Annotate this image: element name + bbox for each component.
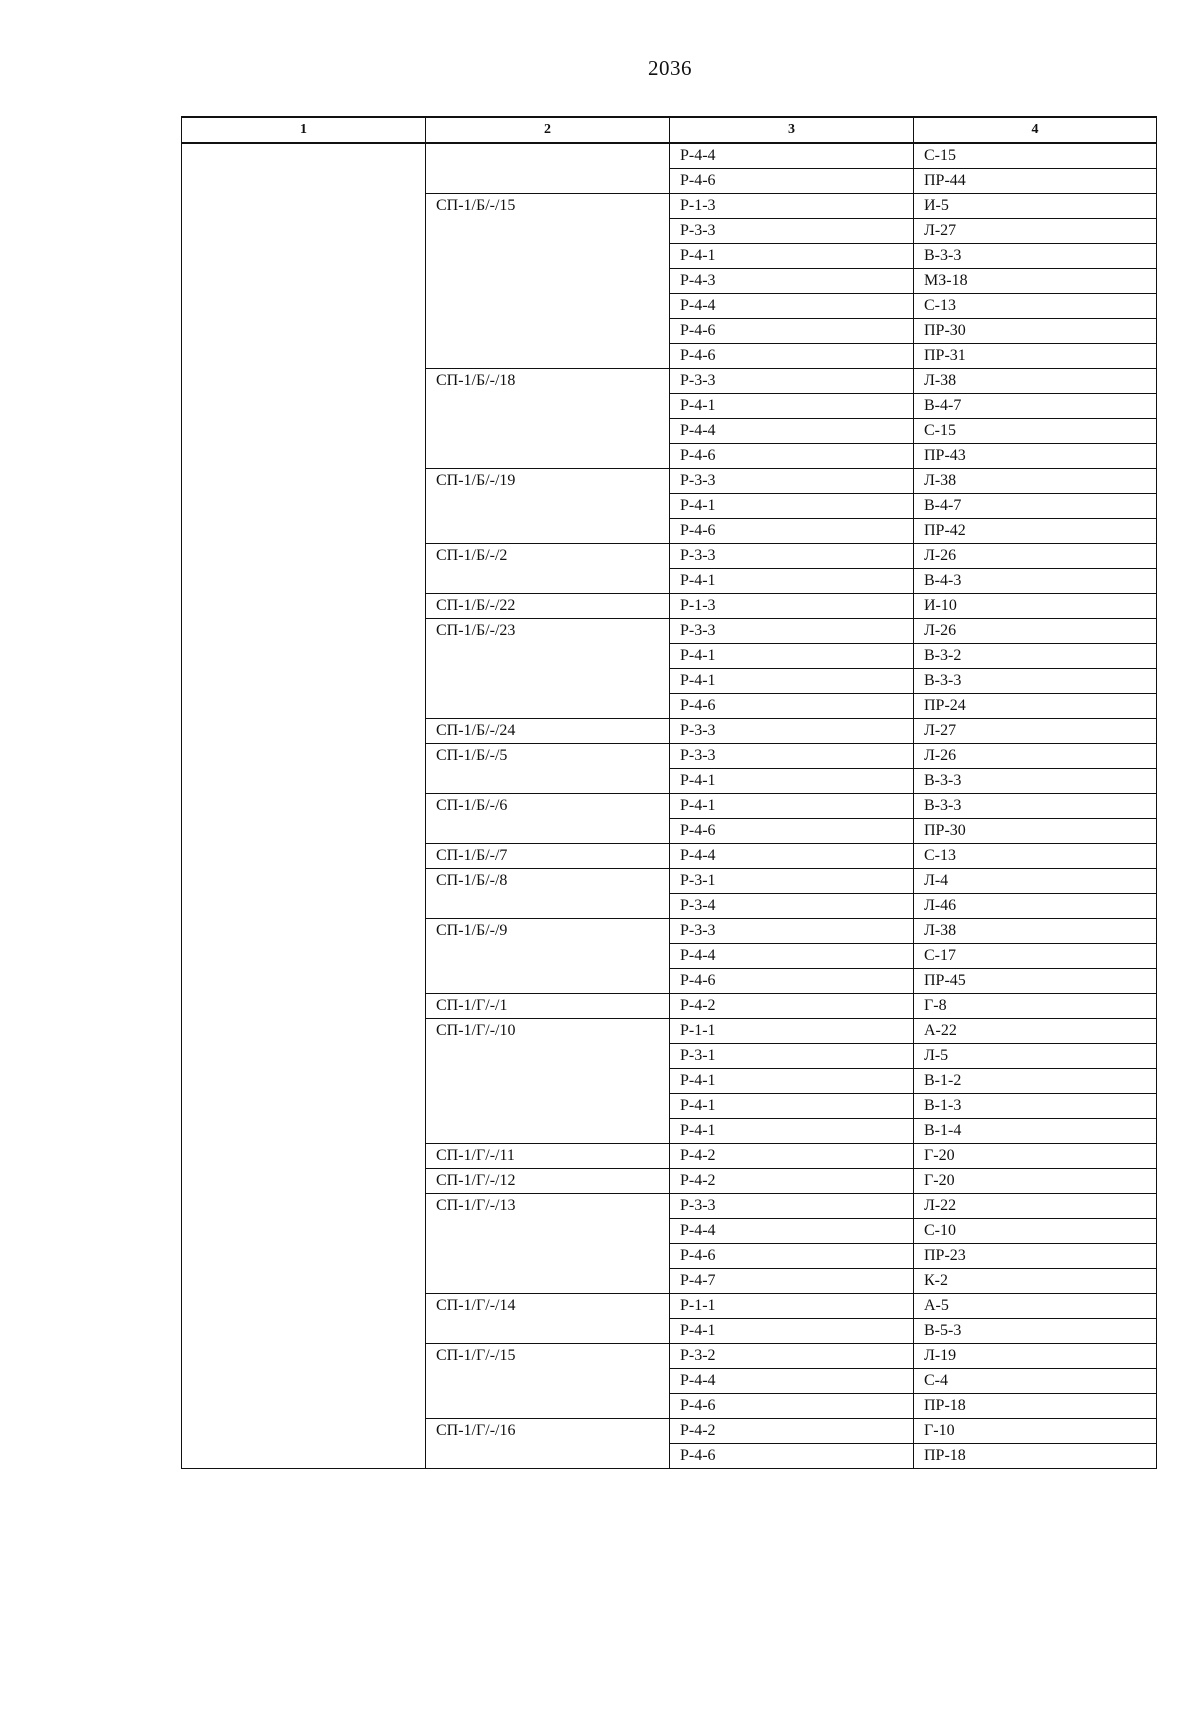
cell-col3: Р-4-6 bbox=[670, 1394, 914, 1419]
table-row bbox=[182, 319, 1157, 344]
cell-col4: Л-26 bbox=[914, 744, 1157, 769]
cell-col1 bbox=[182, 694, 426, 719]
table-row bbox=[182, 669, 1157, 694]
cell-col4: С-15 bbox=[914, 419, 1157, 444]
cell-col3: Р-3-1 bbox=[670, 869, 914, 894]
cell-col2: СП-1/Г/-/15 bbox=[426, 1344, 670, 1369]
cell-col1 bbox=[182, 1144, 426, 1169]
cell-col1 bbox=[182, 844, 426, 869]
cell-col4: И-10 bbox=[914, 594, 1157, 619]
table-row bbox=[182, 844, 1157, 869]
table-row bbox=[182, 194, 1157, 219]
table-row bbox=[182, 219, 1157, 244]
cell-col3: Р-4-4 bbox=[670, 1219, 914, 1244]
cell-col2 bbox=[426, 1369, 670, 1394]
cell-col2 bbox=[426, 819, 670, 844]
cell-col4: И-5 bbox=[914, 194, 1157, 219]
table-row bbox=[182, 1294, 1157, 1319]
cell-col4: ПР-23 bbox=[914, 1244, 1157, 1269]
cell-col1 bbox=[182, 594, 426, 619]
cell-col2 bbox=[426, 1119, 670, 1144]
column-header-2: 2 bbox=[426, 117, 670, 143]
cell-col1 bbox=[182, 969, 426, 994]
cell-col3: Р-4-2 bbox=[670, 1419, 914, 1444]
cell-col1 bbox=[182, 869, 426, 894]
cell-col2: СП-1/Б/-/22 bbox=[426, 594, 670, 619]
cell-col2: СП-1/Г/-/16 bbox=[426, 1419, 670, 1444]
cell-col2 bbox=[426, 319, 670, 344]
cell-col1 bbox=[182, 494, 426, 519]
table-row bbox=[182, 744, 1157, 769]
cell-col1 bbox=[182, 1194, 426, 1219]
cell-col1 bbox=[182, 394, 426, 419]
table-row bbox=[182, 394, 1157, 419]
cell-col2 bbox=[426, 269, 670, 294]
cell-col3: Р-4-6 bbox=[670, 694, 914, 719]
cell-col1 bbox=[182, 269, 426, 294]
cell-col1 bbox=[182, 794, 426, 819]
cell-col3: Р-4-6 bbox=[670, 969, 914, 994]
table-row bbox=[182, 1094, 1157, 1119]
cell-col1 bbox=[182, 644, 426, 669]
cell-col4: Г-8 bbox=[914, 994, 1157, 1019]
cell-col3: Р-4-6 bbox=[670, 344, 914, 369]
cell-col3: Р-4-6 bbox=[670, 444, 914, 469]
cell-col4: ПР-45 bbox=[914, 969, 1157, 994]
cell-col4: В-3-3 bbox=[914, 669, 1157, 694]
table-row bbox=[182, 594, 1157, 619]
cell-col3: Р-4-2 bbox=[670, 1169, 914, 1194]
cell-col3: Р-3-3 bbox=[670, 1194, 914, 1219]
cell-col2: СП-1/Б/-/15 bbox=[426, 194, 670, 219]
cell-col4: С-4 bbox=[914, 1369, 1157, 1394]
cell-col3: Р-3-3 bbox=[670, 469, 914, 494]
cell-col1 bbox=[182, 1344, 426, 1369]
cell-col2 bbox=[426, 669, 670, 694]
cell-col4: К-2 bbox=[914, 1269, 1157, 1294]
cell-col4: В-3-3 bbox=[914, 794, 1157, 819]
table-row bbox=[182, 244, 1157, 269]
table-row bbox=[182, 269, 1157, 294]
cell-col1 bbox=[182, 1444, 426, 1469]
cell-col3: Р-4-1 bbox=[670, 669, 914, 694]
cell-col4: С-10 bbox=[914, 1219, 1157, 1244]
cell-col3: Р-4-4 bbox=[670, 1369, 914, 1394]
table-row bbox=[182, 1319, 1157, 1344]
cell-col2: СП-1/Б/-/24 bbox=[426, 719, 670, 744]
cell-col4: Г-10 bbox=[914, 1419, 1157, 1444]
cell-col3: Р-4-1 bbox=[670, 769, 914, 794]
cell-col3: Р-3-3 bbox=[670, 619, 914, 644]
cell-col4: С-15 bbox=[914, 143, 1157, 169]
cell-col2 bbox=[426, 1244, 670, 1269]
table-row bbox=[182, 1419, 1157, 1444]
cell-col4: Л-26 bbox=[914, 619, 1157, 644]
table-row bbox=[182, 143, 1157, 169]
table-row bbox=[182, 1444, 1157, 1469]
cell-col1 bbox=[182, 1394, 426, 1419]
cell-col4: ПР-24 bbox=[914, 694, 1157, 719]
cell-col4: В-3-3 bbox=[914, 769, 1157, 794]
cell-col3: Р-4-6 bbox=[670, 519, 914, 544]
cell-col1 bbox=[182, 569, 426, 594]
cell-col1 bbox=[182, 1294, 426, 1319]
cell-col3: Р-4-6 bbox=[670, 319, 914, 344]
cell-col1 bbox=[182, 1319, 426, 1344]
cell-col3: Р-4-4 bbox=[670, 944, 914, 969]
table-row bbox=[182, 419, 1157, 444]
cell-col4: В-4-7 bbox=[914, 494, 1157, 519]
cell-col2: СП-1/Б/-/9 bbox=[426, 919, 670, 944]
cell-col3: Р-3-3 bbox=[670, 544, 914, 569]
cell-col3: Р-3-3 bbox=[670, 369, 914, 394]
cell-col4: ПР-30 bbox=[914, 319, 1157, 344]
table-row bbox=[182, 819, 1157, 844]
cell-col3: Р-3-3 bbox=[670, 719, 914, 744]
cell-col2 bbox=[426, 694, 670, 719]
cell-col4: В-1-4 bbox=[914, 1119, 1157, 1144]
table-row bbox=[182, 1219, 1157, 1244]
cell-col2 bbox=[426, 1444, 670, 1469]
table-row bbox=[182, 569, 1157, 594]
cell-col4: ПР-18 bbox=[914, 1394, 1157, 1419]
cell-col3: Р-4-1 bbox=[670, 794, 914, 819]
table-row bbox=[182, 294, 1157, 319]
cell-col4: С-17 bbox=[914, 944, 1157, 969]
cell-col4: В-3-2 bbox=[914, 644, 1157, 669]
cell-col4: ПР-31 bbox=[914, 344, 1157, 369]
table-row bbox=[182, 894, 1157, 919]
cell-col4: А-22 bbox=[914, 1019, 1157, 1044]
table-row bbox=[182, 694, 1157, 719]
cell-col1 bbox=[182, 1269, 426, 1294]
cell-col2 bbox=[426, 644, 670, 669]
cell-col1 bbox=[182, 1119, 426, 1144]
table-row bbox=[182, 769, 1157, 794]
cell-col4: С-13 bbox=[914, 294, 1157, 319]
cell-col2: СП-1/Б/-/18 bbox=[426, 369, 670, 394]
cell-col2 bbox=[426, 169, 670, 194]
cell-col3: Р-4-6 bbox=[670, 1444, 914, 1469]
table-row bbox=[182, 619, 1157, 644]
cell-col2 bbox=[426, 1269, 670, 1294]
cell-col3: Р-4-4 bbox=[670, 844, 914, 869]
cell-col1 bbox=[182, 719, 426, 744]
data-table bbox=[181, 116, 1157, 1469]
cell-col3: Р-3-4 bbox=[670, 894, 914, 919]
cell-col1 bbox=[182, 1369, 426, 1394]
cell-col2 bbox=[426, 143, 670, 169]
cell-col1 bbox=[182, 544, 426, 569]
cell-col1 bbox=[182, 244, 426, 269]
cell-col3: Р-4-1 bbox=[670, 394, 914, 419]
cell-col1 bbox=[182, 1019, 426, 1044]
cell-col4: ПР-44 bbox=[914, 169, 1157, 194]
cell-col1 bbox=[182, 143, 426, 169]
cell-col4: МЗ-18 bbox=[914, 269, 1157, 294]
cell-col3: Р-4-4 bbox=[670, 419, 914, 444]
table-row bbox=[182, 1344, 1157, 1369]
page-number: 2036 bbox=[648, 56, 692, 80]
cell-col1 bbox=[182, 1219, 426, 1244]
cell-col2 bbox=[426, 294, 670, 319]
table-row bbox=[182, 369, 1157, 394]
table-row bbox=[182, 719, 1157, 744]
cell-col3: Р-4-6 bbox=[670, 1244, 914, 1269]
cell-col2 bbox=[426, 219, 670, 244]
column-header-3: 3 bbox=[670, 117, 914, 143]
cell-col2 bbox=[426, 1394, 670, 1419]
table-row bbox=[182, 919, 1157, 944]
table-row bbox=[182, 344, 1157, 369]
cell-col2: СП-1/Б/-/6 bbox=[426, 794, 670, 819]
table-row bbox=[182, 469, 1157, 494]
cell-col3: Р-4-1 bbox=[670, 569, 914, 594]
table-row bbox=[182, 494, 1157, 519]
table-row bbox=[182, 969, 1157, 994]
cell-col3: Р-3-3 bbox=[670, 744, 914, 769]
cell-col1 bbox=[182, 919, 426, 944]
table-row bbox=[182, 1244, 1157, 1269]
table-row bbox=[182, 519, 1157, 544]
cell-col4: С-13 bbox=[914, 844, 1157, 869]
table-row bbox=[182, 1119, 1157, 1144]
cell-col3: Р-4-1 bbox=[670, 244, 914, 269]
cell-col1 bbox=[182, 444, 426, 469]
cell-col2 bbox=[426, 394, 670, 419]
cell-col4: В-5-3 bbox=[914, 1319, 1157, 1344]
cell-col2: СП-1/Г/-/13 bbox=[426, 1194, 670, 1219]
table-row bbox=[182, 1269, 1157, 1294]
table-row bbox=[182, 544, 1157, 569]
cell-col3: Р-4-6 bbox=[670, 169, 914, 194]
table-row bbox=[182, 444, 1157, 469]
cell-col4: Л-27 bbox=[914, 219, 1157, 244]
cell-col1 bbox=[182, 219, 426, 244]
cell-col2 bbox=[426, 944, 670, 969]
cell-col3: Р-1-3 bbox=[670, 194, 914, 219]
cell-col3: Р-4-1 bbox=[670, 494, 914, 519]
cell-col4: Л-22 bbox=[914, 1194, 1157, 1219]
cell-col4: ПР-42 bbox=[914, 519, 1157, 544]
cell-col2 bbox=[426, 569, 670, 594]
cell-col3: Р-1-1 bbox=[670, 1019, 914, 1044]
header-row bbox=[182, 117, 1157, 143]
cell-col1 bbox=[182, 169, 426, 194]
cell-col4: Л-27 bbox=[914, 719, 1157, 744]
cell-col4: Л-5 bbox=[914, 1044, 1157, 1069]
cell-col2 bbox=[426, 344, 670, 369]
table-row bbox=[182, 169, 1157, 194]
cell-col3: Р-4-4 bbox=[670, 143, 914, 169]
cell-col2: СП-1/Б/-/8 bbox=[426, 869, 670, 894]
cell-col2: СП-1/Б/-/19 bbox=[426, 469, 670, 494]
cell-col3: Р-3-3 bbox=[670, 219, 914, 244]
cell-col3: Р-4-2 bbox=[670, 1144, 914, 1169]
cell-col2 bbox=[426, 519, 670, 544]
cell-col1 bbox=[182, 819, 426, 844]
column-header-1: 1 bbox=[182, 117, 426, 143]
cell-col1 bbox=[182, 1094, 426, 1119]
cell-col2: СП-1/Б/-/5 bbox=[426, 744, 670, 769]
cell-col2: СП-1/Г/-/14 bbox=[426, 1294, 670, 1319]
cell-col4: Л-46 bbox=[914, 894, 1157, 919]
table-row bbox=[182, 794, 1157, 819]
cell-col2: СП-1/Г/-/10 bbox=[426, 1019, 670, 1044]
cell-col4: А-5 bbox=[914, 1294, 1157, 1319]
cell-col1 bbox=[182, 994, 426, 1019]
cell-col3: Р-3-3 bbox=[670, 919, 914, 944]
cell-col1 bbox=[182, 619, 426, 644]
cell-col1 bbox=[182, 769, 426, 794]
cell-col2 bbox=[426, 1069, 670, 1094]
cell-col3: Р-3-2 bbox=[670, 1344, 914, 1369]
cell-col3: Р-1-3 bbox=[670, 594, 914, 619]
cell-col3: Р-4-2 bbox=[670, 994, 914, 1019]
cell-col1 bbox=[182, 369, 426, 394]
cell-col1 bbox=[182, 194, 426, 219]
cell-col1 bbox=[182, 1244, 426, 1269]
cell-col1 bbox=[182, 519, 426, 544]
cell-col2 bbox=[426, 244, 670, 269]
cell-col2 bbox=[426, 1219, 670, 1244]
cell-col2 bbox=[426, 1094, 670, 1119]
cell-col3: Р-4-3 bbox=[670, 269, 914, 294]
cell-col2 bbox=[426, 969, 670, 994]
cell-col4: ПР-18 bbox=[914, 1444, 1157, 1469]
cell-col1 bbox=[182, 1419, 426, 1444]
cell-col2: СП-1/Б/-/7 bbox=[426, 844, 670, 869]
table-row bbox=[182, 1019, 1157, 1044]
cell-col1 bbox=[182, 294, 426, 319]
cell-col4: Л-26 bbox=[914, 544, 1157, 569]
table-row bbox=[182, 1369, 1157, 1394]
cell-col1 bbox=[182, 944, 426, 969]
cell-col1 bbox=[182, 1069, 426, 1094]
cell-col4: Г-20 bbox=[914, 1144, 1157, 1169]
cell-col4: ПР-30 bbox=[914, 819, 1157, 844]
cell-col4: Л-38 bbox=[914, 369, 1157, 394]
cell-col3: Р-3-1 bbox=[670, 1044, 914, 1069]
cell-col4: Л-4 bbox=[914, 869, 1157, 894]
table-row bbox=[182, 1069, 1157, 1094]
cell-col1 bbox=[182, 669, 426, 694]
table-row bbox=[182, 944, 1157, 969]
cell-col1 bbox=[182, 319, 426, 344]
cell-col1 bbox=[182, 894, 426, 919]
cell-col4: Л-38 bbox=[914, 469, 1157, 494]
cell-col3: Р-4-7 bbox=[670, 1269, 914, 1294]
table-row bbox=[182, 1394, 1157, 1419]
cell-col2: СП-1/Б/-/23 bbox=[426, 619, 670, 644]
table-row bbox=[182, 994, 1157, 1019]
cell-col1 bbox=[182, 744, 426, 769]
cell-col4: В-1-2 bbox=[914, 1069, 1157, 1094]
cell-col1 bbox=[182, 344, 426, 369]
cell-col2 bbox=[426, 769, 670, 794]
cell-col4: Г-20 bbox=[914, 1169, 1157, 1194]
cell-col4: В-4-7 bbox=[914, 394, 1157, 419]
cell-col3: Р-4-1 bbox=[670, 644, 914, 669]
cell-col3: Р-1-1 bbox=[670, 1294, 914, 1319]
cell-col1 bbox=[182, 469, 426, 494]
cell-col1 bbox=[182, 1044, 426, 1069]
cell-col2: СП-1/Г/-/12 bbox=[426, 1169, 670, 1194]
cell-col4: В-4-3 bbox=[914, 569, 1157, 594]
cell-col3: Р-4-1 bbox=[670, 1119, 914, 1144]
cell-col2 bbox=[426, 894, 670, 919]
cell-col2 bbox=[426, 444, 670, 469]
table-row bbox=[182, 644, 1157, 669]
table-row bbox=[182, 1044, 1157, 1069]
cell-col4: В-1-3 bbox=[914, 1094, 1157, 1119]
cell-col2: СП-1/Б/-/2 bbox=[426, 544, 670, 569]
cell-col1 bbox=[182, 1169, 426, 1194]
cell-col2 bbox=[426, 1044, 670, 1069]
column-header-4: 4 bbox=[914, 117, 1157, 143]
cell-col2 bbox=[426, 494, 670, 519]
cell-col3: Р-4-1 bbox=[670, 1319, 914, 1344]
cell-col3: Р-4-4 bbox=[670, 294, 914, 319]
table-row bbox=[182, 1144, 1157, 1169]
table-body bbox=[182, 143, 1157, 1469]
cell-col4: В-3-3 bbox=[914, 244, 1157, 269]
cell-col2 bbox=[426, 1319, 670, 1344]
cell-col3: Р-4-1 bbox=[670, 1094, 914, 1119]
cell-col4: Л-38 bbox=[914, 919, 1157, 944]
table-row bbox=[182, 1169, 1157, 1194]
cell-col2: СП-1/Г/-/1 bbox=[426, 994, 670, 1019]
table-row bbox=[182, 869, 1157, 894]
cell-col3: Р-4-6 bbox=[670, 819, 914, 844]
cell-col2: СП-1/Г/-/11 bbox=[426, 1144, 670, 1169]
cell-col3: Р-4-1 bbox=[670, 1069, 914, 1094]
table-row bbox=[182, 1194, 1157, 1219]
cell-col4: ПР-43 bbox=[914, 444, 1157, 469]
cell-col4: Л-19 bbox=[914, 1344, 1157, 1369]
cell-col2 bbox=[426, 419, 670, 444]
cell-col1 bbox=[182, 419, 426, 444]
